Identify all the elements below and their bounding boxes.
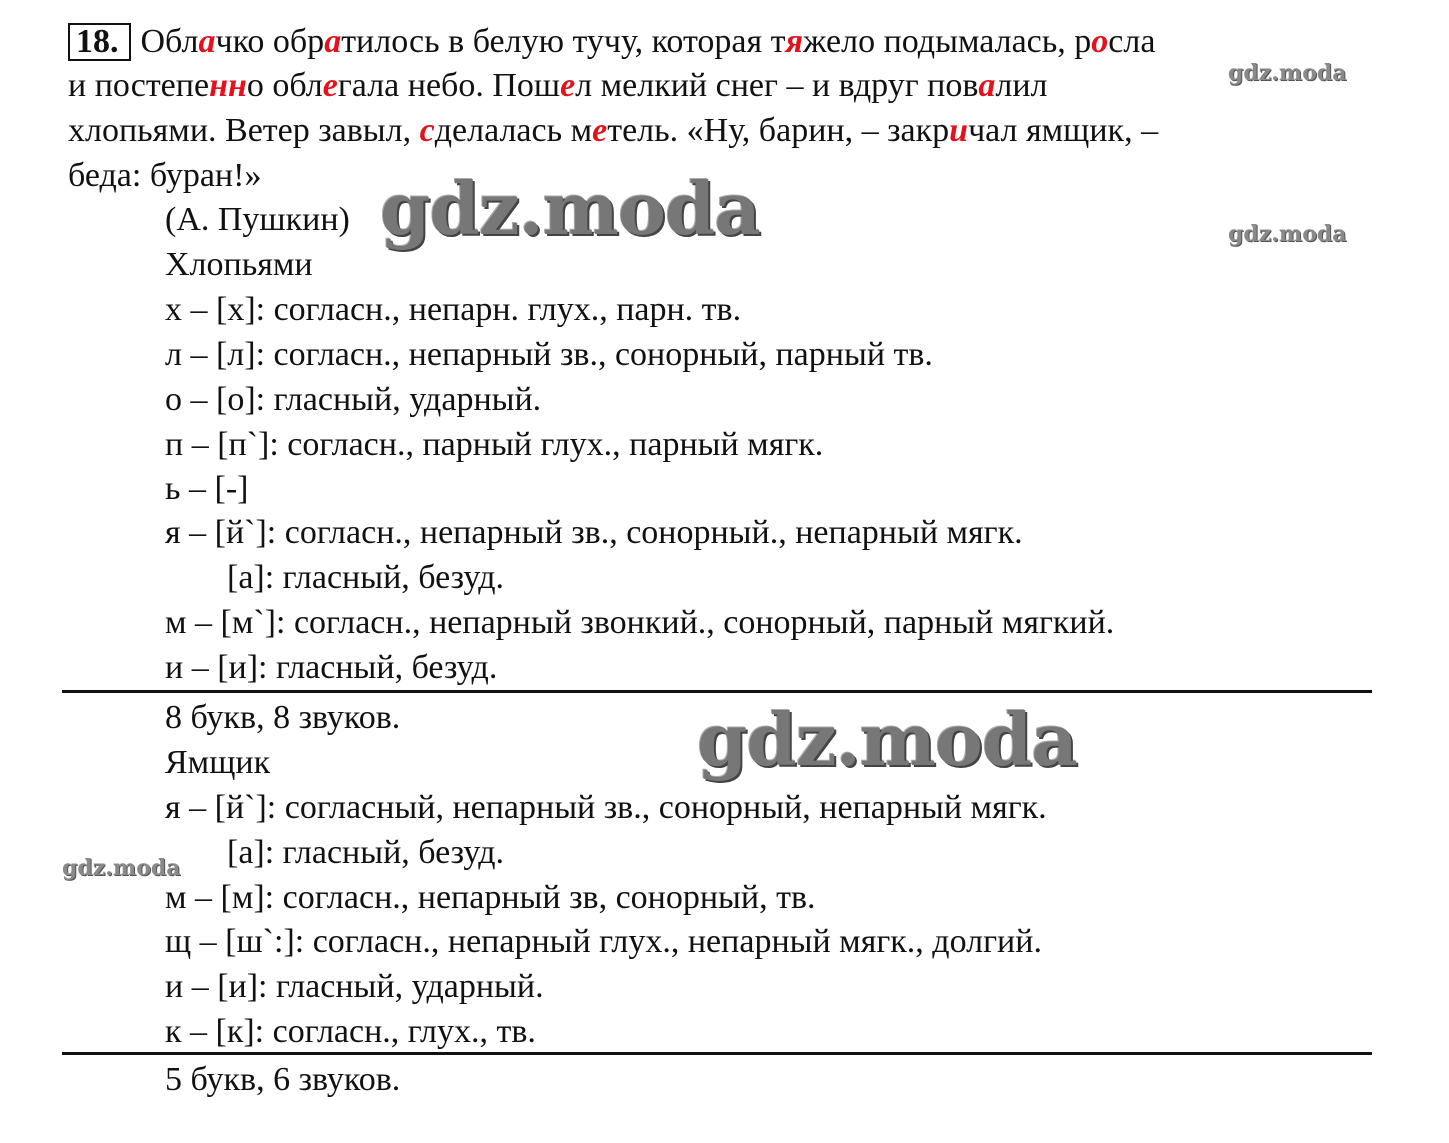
analysis-line: м – [м`]: согласн., непарный звонкий., сонорный, парный мягкий.: [165, 604, 1115, 641]
divider-rule: [62, 690, 1372, 693]
analysis-summary: 5 букв, 6 звуков.: [165, 1061, 401, 1098]
analysis-line: к – [к]: согласн., глух., тв.: [165, 1013, 536, 1050]
text-segment: лил: [995, 67, 1048, 104]
analysis-line: о – [о]: гласный, ударный.: [165, 381, 542, 418]
highlighted-letter: нн: [209, 67, 247, 104]
analysis-word-title: Хлопьями: [165, 246, 313, 283]
text-segment: о обл: [246, 67, 323, 104]
text-segment: тель. «Ну, барин, – закр: [607, 112, 950, 149]
text-segment: жело подымалась, р: [802, 23, 1092, 60]
text-segment: гала небо. Пош: [337, 67, 561, 104]
highlighted-letter: е: [560, 67, 576, 104]
watermark-small: gdz.moda: [1228, 60, 1347, 86]
task-number: 18.: [68, 23, 131, 61]
analysis-line: и – [и]: гласный, ударный.: [165, 968, 544, 1005]
text-segment: л мелкий снег – и вдруг пов: [575, 67, 979, 104]
divider-rule: [62, 1052, 1372, 1055]
text-segment: и постепе: [68, 67, 210, 104]
analysis-line: [а]: гласный, безуд.: [227, 559, 505, 596]
text-segment: делалась м: [434, 112, 593, 149]
task-text-line-1: [141, 23, 1156, 60]
task-text-line-3: [68, 112, 1158, 149]
highlighted-letter: о: [1091, 23, 1109, 60]
watermark-large: gdz.moda: [380, 166, 760, 251]
analysis-summary: 8 букв, 8 звуков.: [165, 699, 401, 736]
text-segment: хлопьями. Ветер завыл,: [68, 112, 420, 149]
highlighted-letter: а: [978, 67, 996, 104]
analysis-line: ь – [-]: [165, 470, 249, 507]
highlighted-letter: е: [322, 67, 338, 104]
watermark-large: gdz.moda: [697, 697, 1077, 782]
analysis-line: я – [й`]: согласный, непарный зв., сонорный, непарный мягк.: [165, 789, 1047, 826]
analysis-line: х – [х]: согласн., непарн. глух., парн. тв.: [165, 291, 742, 328]
highlighted-letter: а: [324, 23, 342, 60]
highlighted-letter: и: [949, 112, 969, 149]
text-segment: сла: [1108, 23, 1156, 60]
task-line-3: [68, 109, 1158, 153]
analysis-line: л – [л]: согласн., непарный зв., сонорный, парный тв.: [165, 336, 933, 373]
task-line-4: беда: буран!»: [68, 157, 262, 194]
text-segment: Обл: [140, 23, 199, 60]
analysis-line: [а]: гласный, безуд.: [227, 834, 505, 871]
text-segment: тилось в белую тучу, которая т: [341, 23, 786, 60]
task-author: (А. Пушкин): [165, 201, 350, 238]
analysis-line: м – [м]: согласн., непарный зв, сонорный, тв.: [165, 879, 816, 916]
analysis-word-title: Ямщик: [165, 744, 271, 781]
text-segment: чко обр: [215, 23, 325, 60]
analysis-line: щ – [ш`:]: согласн., непарный глух., непарный мягк., долгий.: [165, 923, 1042, 960]
text-segment: чал ямщик, –: [968, 112, 1159, 149]
analysis-line: п – [п`]: согласн., парный глух., парный мягк.: [165, 426, 824, 463]
watermark-small: gdz.moda: [62, 855, 181, 881]
watermark-small: gdz.moda: [1228, 221, 1347, 247]
analysis-line: и – [и]: гласный, безуд.: [165, 649, 498, 686]
task-text-line-2: [68, 67, 1048, 104]
highlighted-letter: е: [592, 112, 608, 149]
task-line-2: [68, 64, 1048, 108]
task-line-1: [68, 20, 1155, 64]
highlighted-letter: я: [785, 23, 803, 60]
analysis-line: я – [й`]: согласн., непарный зв., сонорный., непарный мягк.: [165, 514, 1023, 551]
highlighted-letter: с: [419, 112, 435, 149]
highlighted-letter: а: [198, 23, 216, 60]
